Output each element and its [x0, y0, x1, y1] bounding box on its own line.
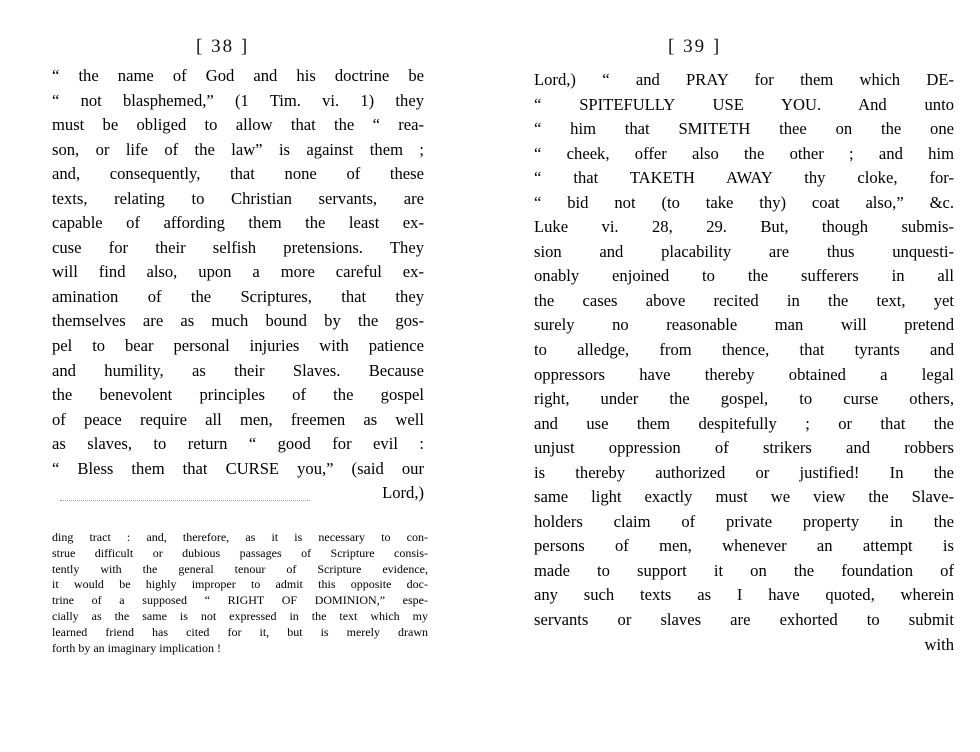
text-line: as slaves, to return “ good for evil :: [52, 434, 424, 454]
left-page-body: [52, 64, 424, 506]
text-line: “ cheek, offer also the other ; and him: [534, 143, 954, 163]
text-line: “ him that SMITETH thee on the one: [534, 119, 954, 139]
footnote-line: it would be highly improper to admit this opposite doc-: [52, 577, 428, 592]
text-line: surely no reasonable man will pretend: [534, 315, 954, 335]
text-line: made to support it on the foundation of: [534, 560, 954, 580]
footnote-divider: [60, 500, 310, 501]
text-line: pel to bear personal injuries with patience: [52, 336, 424, 356]
text-line: and, consequently, that none of these: [52, 164, 424, 184]
text-line: “ Bless them that CURSE you,” (said our: [52, 458, 424, 478]
footnote-line: strue difficult or dubious passages of Scripture consis-: [52, 545, 428, 560]
text-line: oppressors have thereby obtained a legal: [534, 364, 954, 384]
footnote-line: cially as the same is not expressed in the text which my: [52, 608, 428, 623]
text-line: unjust oppression of strikers and robbers: [534, 438, 954, 458]
text-line: Lord,) “ and PRAY for them which DE-: [534, 70, 954, 89]
text-line: “ not blasphemed,” (1 Tim. vi. 1) they: [52, 90, 424, 110]
text-line: “ SPITEFULLY USE YOU. And unto: [534, 94, 954, 114]
text-line: texts, relating to Christian servants, are: [52, 188, 424, 208]
right-page-number: [ 39 ]: [668, 36, 722, 57]
text-line: servants or slaves are exhorted to submit: [534, 610, 954, 630]
footnote-line: forth by an imaginary implication !: [52, 640, 221, 655]
text-line: capable of affording them the least ex-: [52, 213, 424, 233]
right-page: [490, 0, 980, 752]
text-line: and use them despitefully ; or that the: [534, 413, 954, 433]
text-line: “ the name of God and his doctrine be: [52, 66, 424, 85]
text-line: to alledge, from thence, that tyrants and: [534, 340, 954, 360]
footnote-line: learned friend has cited for it, but is merely drawn: [52, 624, 428, 639]
text-line: is thereby authorized or justified! In the: [534, 462, 954, 482]
text-line: same light exactly must we view the Slave-: [534, 487, 954, 507]
left-page-footnote: [52, 530, 428, 656]
text-line: of peace require all men, freemen as well: [52, 409, 424, 429]
catchword: with: [924, 634, 954, 654]
footnote-line: trine of a supposed “ RIGHT OF DOMINION,” espe-: [52, 593, 428, 608]
text-line: “ that TAKETH AWAY thy cloke, for-: [534, 168, 954, 188]
text-line: the cases above recited in the text, yet: [534, 290, 954, 310]
text-line: Luke vi. 28, 29. But, though submis-: [534, 217, 954, 237]
text-line: Lord,): [382, 483, 424, 503]
text-line: and humility, as their Slaves. Because: [52, 360, 424, 380]
left-page-number: [ 38 ]: [196, 36, 250, 57]
text-line: cuse for their selfish pretensions. They: [52, 237, 424, 257]
text-line: will find also, upon a more careful ex-: [52, 262, 424, 282]
text-line: son, or life of the law” is against them ;: [52, 139, 424, 159]
text-line: holders claim of private property in the: [534, 511, 954, 531]
text-line: persons of men, whenever an attempt is: [534, 536, 954, 556]
right-page-body: [534, 68, 954, 657]
footnote-line: tently with the general tenour of Scripture evidence,: [52, 561, 428, 576]
text-line: themselves are as much bound by the gos-: [52, 311, 424, 331]
text-line: amination of the Scriptures, that they: [52, 286, 424, 306]
text-line: any such texts as I have quoted, wherein: [534, 585, 954, 605]
text-line: must be obliged to allow that the “ rea-: [52, 115, 424, 135]
text-line: sion and placability are thus unquesti-: [534, 241, 954, 261]
footnote-line: ding tract : and, therefore, as it is necessary to con-: [52, 530, 428, 544]
text-line: onably enjoined to the sufferers in all: [534, 266, 954, 286]
text-line: “ bid not (to take thy) coat also,” &c.: [534, 192, 954, 212]
text-line: right, under the gospel, to curse others,: [534, 389, 954, 409]
text-line: the benevolent principles of the gospel: [52, 385, 424, 405]
